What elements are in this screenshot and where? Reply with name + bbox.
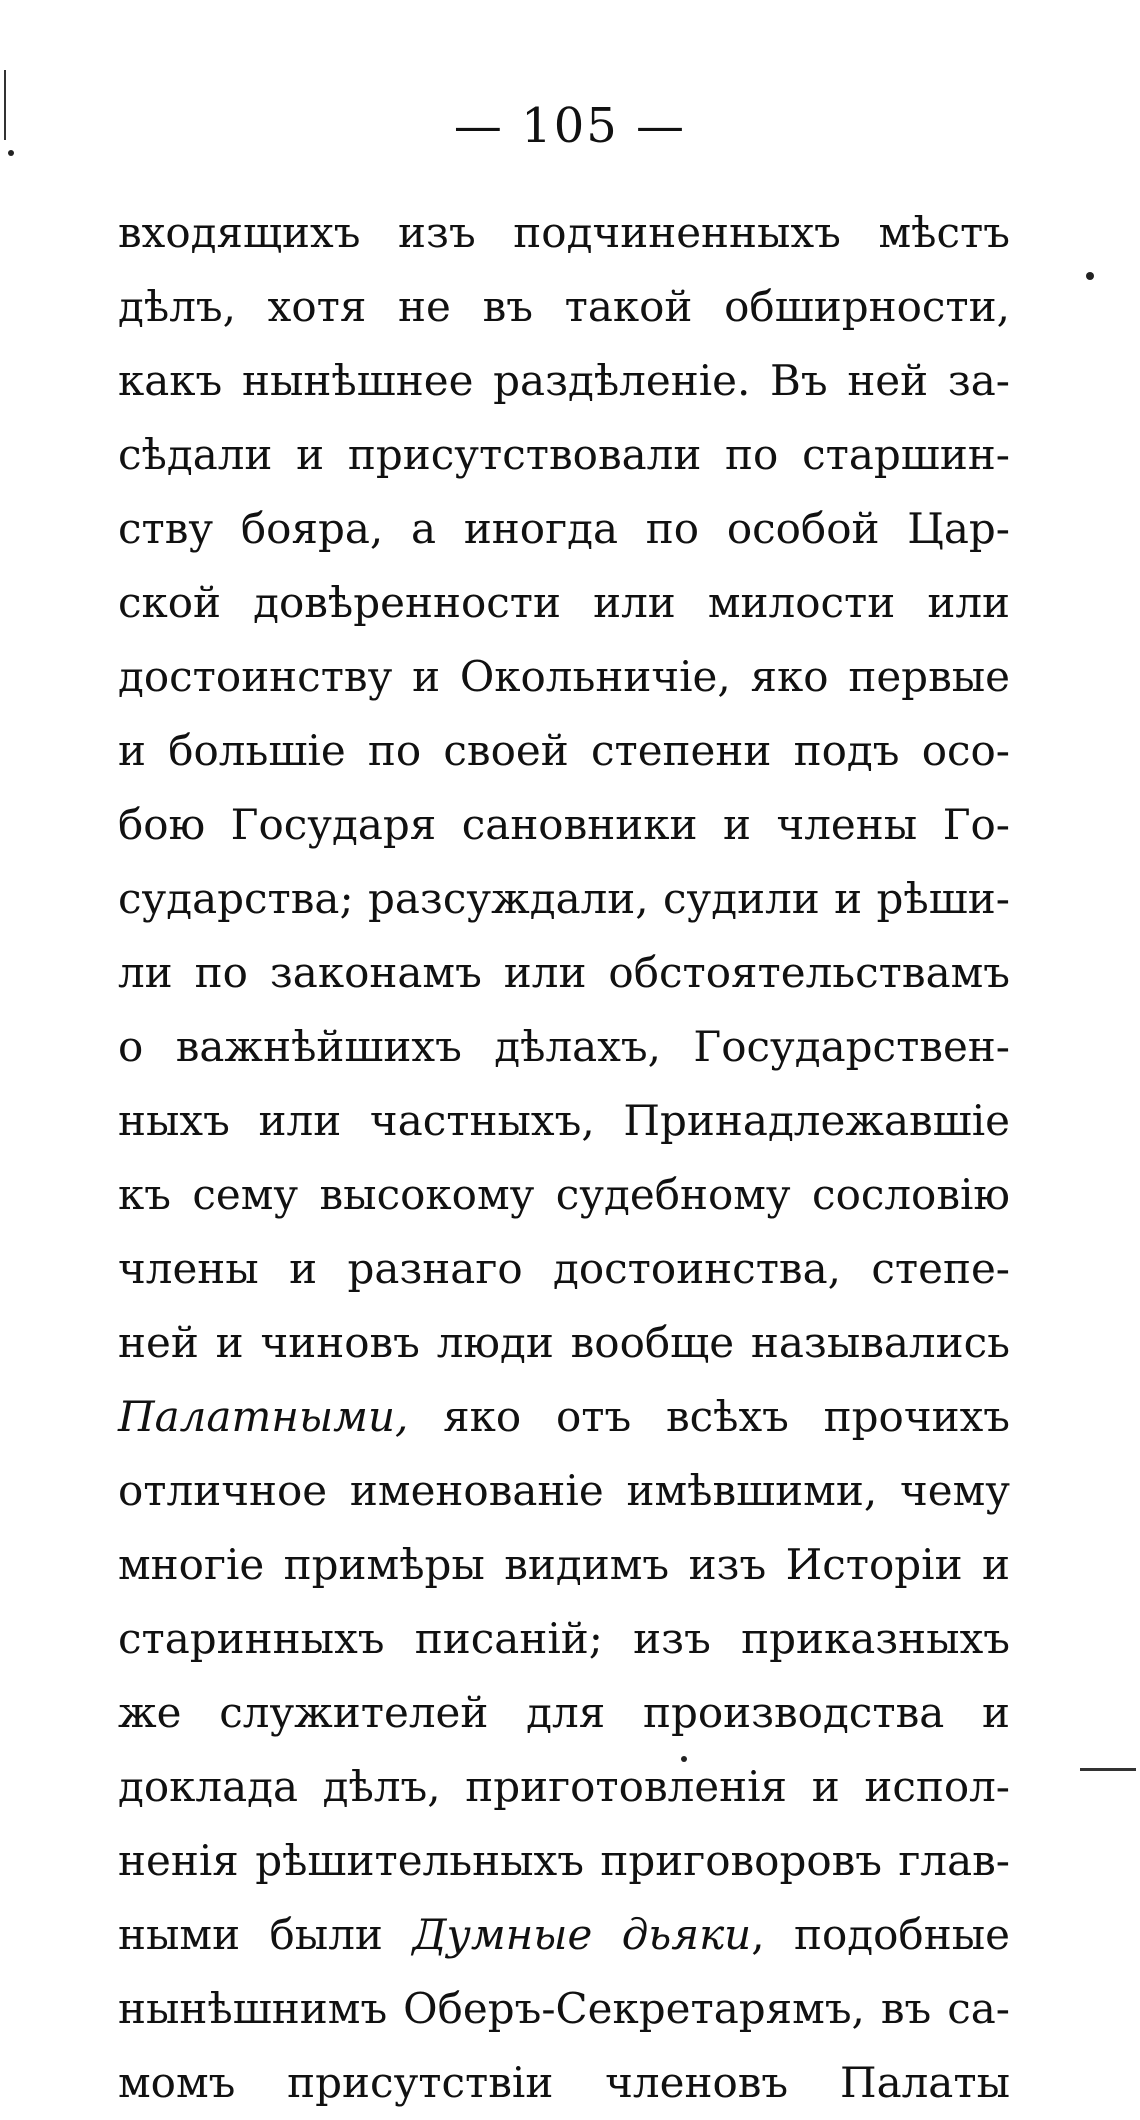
text-line: о важнѣйшихъ дѣлахъ, Государствен- (118, 1022, 1010, 1071)
text-line: отличное именованіе имѣвшими, чему (118, 1466, 1010, 1515)
text-line: члены и разнаго достоинства, степе- (118, 1244, 1010, 1293)
text-line: сударства; разсуждали, судили и рѣши- (118, 874, 1010, 923)
text-line: бою Государя сановники и члены Го- (118, 800, 1010, 849)
text-line: доклада дѣлъ, приготовленія и испол- (118, 1762, 1010, 1811)
scan-speck (681, 1756, 687, 1762)
text-line: ными были Думные дьяки, подобные (118, 1910, 1010, 1959)
text-line: и большіе по своей степени подъ осо- (118, 726, 1010, 775)
text-line: ней и чиновъ люди вообще назывались (118, 1318, 1010, 1367)
scan-edge-mark (1080, 1768, 1136, 1771)
text-line: ству бояра, а иногда по особой Цар- (118, 504, 1010, 553)
text-line: достоинству и Окольничіе, яко первые (118, 652, 1010, 701)
italic-term: Палатными, (118, 1392, 409, 1441)
text-line: ныхъ или частныхъ, Принадлежавшіе (118, 1096, 1010, 1145)
scan-edge-mark (4, 70, 6, 140)
body-text (118, 196, 1010, 2120)
text-line: къ сему высокому судебному сословію (118, 1170, 1010, 1219)
text-line: старинныхъ писаній; изъ приказныхъ (118, 1614, 1010, 1663)
text-line: ли по законамъ или обстоятельствамъ (118, 948, 1010, 997)
text-line: многіе примѣры видимъ изъ Исторіи и (118, 1540, 1010, 1589)
text-line: какъ нынѣшнее раздѣленіе. Въ ней за- (118, 356, 1010, 405)
text-line: ской довѣренности или милости или (118, 578, 1010, 627)
scan-speck (8, 150, 14, 156)
text-line: нынѣшнимъ Оберъ-Секретарямъ, въ са- (118, 1984, 1010, 2033)
scan-speck (1086, 272, 1094, 280)
text-line: дѣлъ, хотя не въ такой обширности, (118, 282, 1010, 331)
page-number-header: — 105 — (453, 98, 687, 154)
text-line: ненія рѣшительныхъ приговоровъ глав- (118, 1836, 1010, 1885)
text-line: момъ присутствіи членовъ Палаты (118, 2058, 1010, 2107)
text-line: же служителей для производства и (118, 1688, 1010, 1737)
text-line: Палатными, яко отъ всѣхъ прочихъ (118, 1392, 1010, 1441)
italic-term: Думные дьяки (412, 1910, 752, 1959)
text-line: входящихъ изъ подчиненныхъ мѣстъ (118, 208, 1010, 257)
text-line: сѣдали и присутствовали по старшин- (118, 430, 1010, 479)
